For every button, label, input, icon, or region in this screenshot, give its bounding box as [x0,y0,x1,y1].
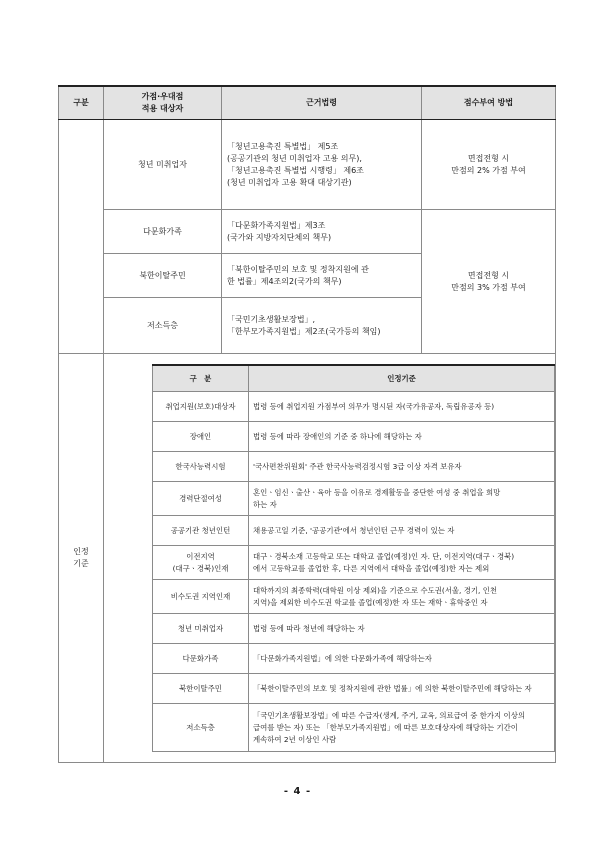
criteria-category: 공공기관 청년인턴 [153,516,249,546]
criteria-description: 채용공고일 기준, '공공기관'에서 청년인턴 근무 경력이 있는 자 [249,516,555,546]
header-scoring-method: 점수부여 방법 [422,86,556,120]
table-row [59,210,556,254]
criteria-row [153,392,555,422]
bonus-points-table [58,85,556,763]
criteria-category: 취업지원(보호)대상자 [153,392,249,422]
criteria-label-cell: 인정 기준 [59,354,104,763]
criteria-category: 장애인 [153,422,249,452]
criteria-row [153,644,555,674]
criteria-header-row [153,365,555,392]
target-cell: 저소득층 [104,298,222,354]
criteria-category: 청년 미취업자 [153,614,249,644]
criteria-description: 혼인ㆍ임신ㆍ출산ㆍ육아 등을 이유로 경제활동을 중단한 여성 중 취업을 희망 하는 자 [249,482,555,516]
header-category: 구분 [59,86,104,120]
criteria-description: 「국민기초생활보장법」에 따른 수급자(생계, 주거, 교육, 의료급여 중 한가지 이상의 급여를 받는 자) 또는 「한부모가족지원법」에 따른 보호대상자에 해당하는 기간이 계속하여 2년 이상인 사람 [249,704,555,752]
table-row [59,120,556,210]
criteria-description: 법령 등에 따라 청년에 해당하는 자 [249,614,555,644]
target-cell: 북한이탈주민 [104,254,222,298]
criteria-category: 저소득층 [153,704,249,752]
criteria-description: 대학까지의 최종학력(대학원 이상 제외)을 기준으로 수도권(서울, 경기, 인천 지역)을 제외한 비수도권 학교를 졸업(예정)한 자 또는 재학ㆍ휴학중인 자 [249,580,555,614]
law-cell: 「국민기초생활보장법」, 「한부모가족지원법」제2조(국가등의 책임) [222,298,422,354]
criteria-table-container [104,354,556,763]
law-cell: 「북한이탈주민의 보호 및 정착지원에 관 한 법률」제4조의2(국가의 책무) [222,254,422,298]
criteria-category: 북한이탈주민 [153,674,249,704]
criteria-description: 「북한이탈주민의 보호 및 정착지원에 관한 법률」에 의한 북한이탈주민에 해당하는 자 [249,674,555,704]
criteria-row [153,580,555,614]
criteria-body [153,392,555,752]
criteria-category: 한국사능력시험 [153,452,249,482]
category-cell-empty [59,120,104,354]
criteria-row [153,704,555,752]
criteria-row [153,674,555,704]
header-target: 가점·우대점 적용 대상자 [104,86,222,120]
criteria-description: 「다문화가족지원법」에 의한 다문화가족에 해당하는자 [249,644,555,674]
criteria-row [153,614,555,644]
page-number: - 4 - [283,786,312,797]
criteria-row [153,546,555,580]
table-header-row [59,86,556,120]
criteria-description: 법령 등에 따라 장애인의 기준 중 하나에 해당하는 자 [249,422,555,452]
criteria-row [153,482,555,516]
criteria-description: '국사편찬위원회' 주관 한국사능력검정시험 3급 이상 자격 보유자 [249,452,555,482]
header-legal-basis: 근거법령 [222,86,422,120]
score-cell: 면접전형 시 만점의 3% 가점 부여 [422,210,556,354]
criteria-table [152,364,555,752]
criteria-header-criteria: 인정기준 [249,365,555,392]
criteria-category: 이전지역 (대구ㆍ경북)인재 [153,546,249,580]
score-cell: 면접전형 시 만점의 2% 가점 부여 [422,120,556,210]
criteria-header-category: 구 분 [153,365,249,392]
criteria-category: 경력단절여성 [153,482,249,516]
criteria-description: 대구ㆍ경북소재 고등학교 또는 대학교 졸업(예정)인 자. 단, 이전지역(대구ㆍ경북) 에서 고등학교를 졸업한 후, 다른 지역에서 대학을 졸업(예정)한 자는 제외 [249,546,555,580]
law-cell: 「청년고용촉진 특별법」 제5조 (공공기관의 청년 미취업자 고용 의무), 「청년고용촉진 특별법 시행령」 제6조 (청년 미취업자 고용 확대 대상기관) [222,120,422,210]
law-cell: 「다문화가족지원법」제3조 (국가와 지방자치단체의 책무) [222,210,422,254]
criteria-description: 법령 등에 취업지원 가점부여 의무가 명시된 자(국가유공자, 독립유공자 등) [249,392,555,422]
criteria-row [153,422,555,452]
criteria-row [153,452,555,482]
target-cell: 청년 미취업자 [104,120,222,210]
table-row [59,354,556,763]
criteria-category: 다문화가족 [153,644,249,674]
target-cell: 다문화가족 [104,210,222,254]
criteria-row [153,516,555,546]
criteria-category: 비수도권 지역인재 [153,580,249,614]
